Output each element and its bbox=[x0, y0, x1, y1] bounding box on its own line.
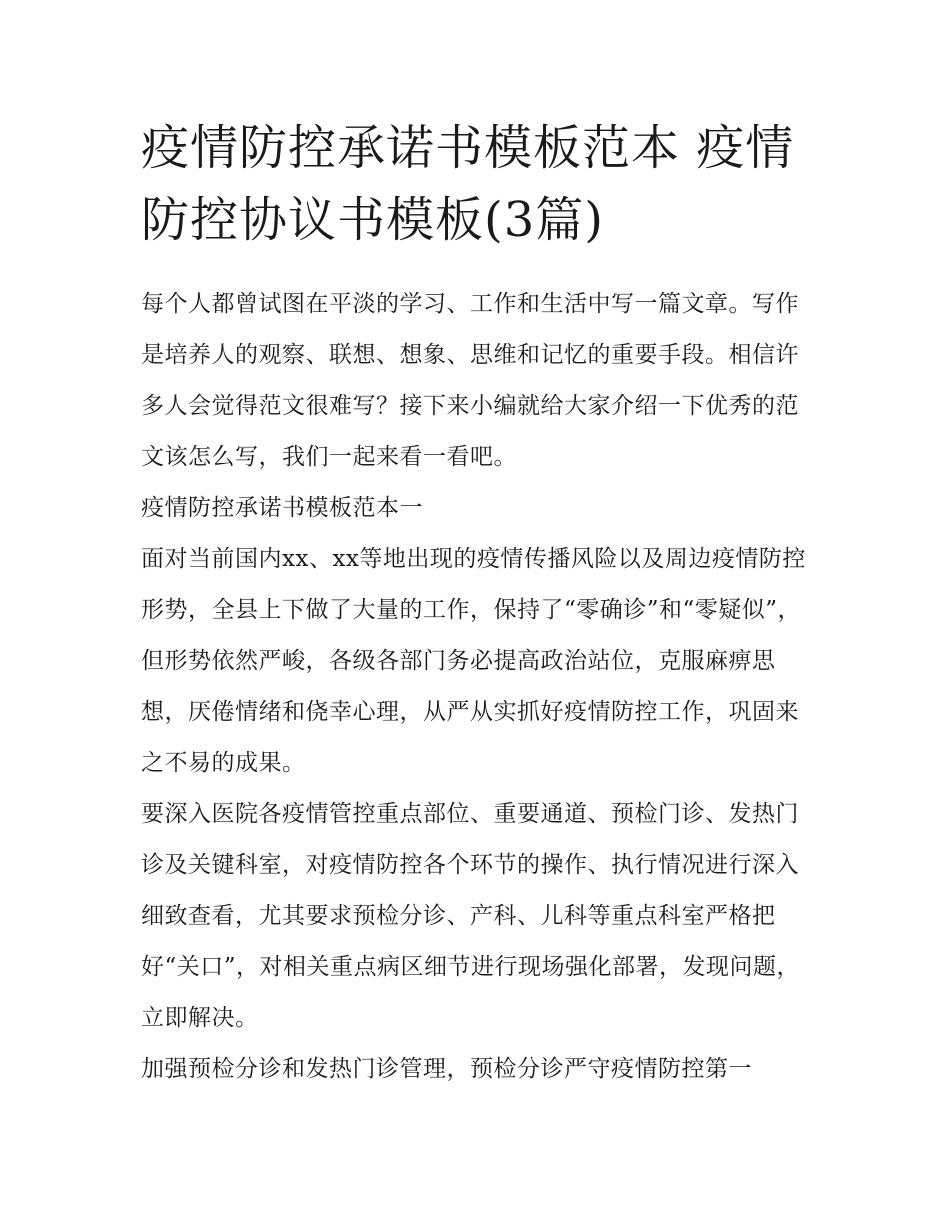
document-title: 疫情防控承诺书模板范本 疫情防控协议书模板(3篇) bbox=[141, 120, 795, 248]
section-heading: 疫情防控承诺书模板范本一 bbox=[141, 495, 423, 521]
body-paragraph: 要深入医院各疫情管控重点部位、重要通道、预检门诊、发热门诊及关键科室，对疫情防控各个环节的操作、执行情况进行深入细致查看，尤其要求预检分诊、产科、儿科等重点科室严格把好“关口”，对相关重点病区细节进行现场强化部署，发现问题，立即解决。 bbox=[141, 801, 801, 1031]
document-page bbox=[141, 112, 813, 1095]
body-paragraph: 面对当前国内xx、xx等地出现的疫情传播风险以及周边疫情防控形势，全县上下做了大量的工作，保持了“零确诊”和“零疑似”，但形势依然严峻，各级各部门务必提高政治站位，克服麻痹思想，厌倦情绪和侥幸心理，从严从实抓好疫情防控工作，巩固来之不易的成果。 bbox=[141, 546, 806, 776]
intro-paragraph: 每个人都曾试图在平淡的学习、工作和生活中写一篇文章。写作是培养人的观察、联想、想象、思维和记忆的重要手段。相信许多人会觉得范文很难写？接下来小编就给大家介绍一下优秀的范文该怎么写，我们一起来看一看吧。 bbox=[141, 291, 799, 470]
body-paragraph: 加强预检分诊和发热门诊管理，预检分诊严守疫情防控第一 bbox=[141, 1056, 752, 1082]
